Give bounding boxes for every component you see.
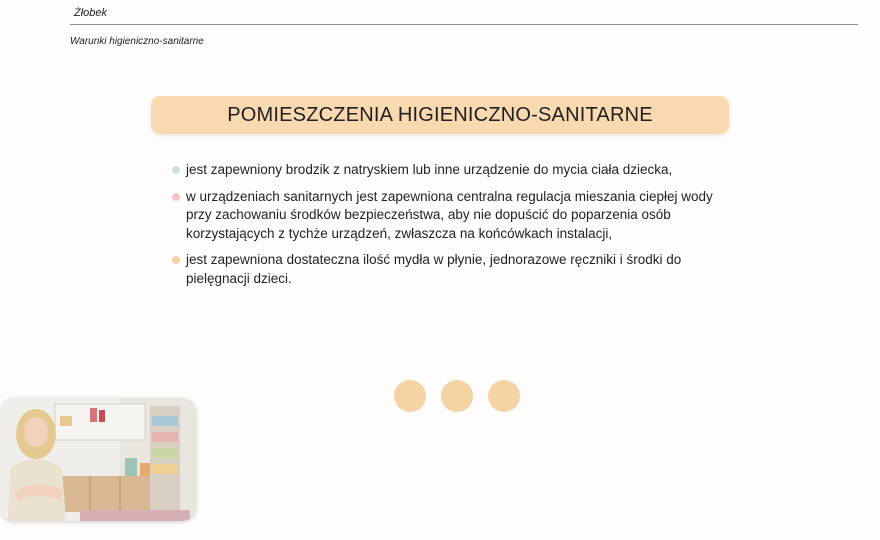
bullet-item [172, 251, 732, 288]
bullet-item [172, 161, 732, 180]
presenter-video[interactable] [0, 398, 196, 521]
bullet-item [172, 188, 732, 244]
bullet-text: w urządzeniach sanitarnych jest zapewniona centralna regulacja mieszania ciepłej wody przy zachowaniu środków bezpieczeństwa, aby nie dopuścić do poparzenia osób korzystających z tychże urządzeń, zwłaszcza na końcówkach instalacji, [186, 188, 713, 241]
presenter-video-thumbnail-icon [0, 398, 196, 521]
decorative-dot [394, 380, 426, 412]
section-heading: POMIESZCZENIA HIGIENICZNO-SANITARNE [227, 103, 653, 126]
bullet-text: jest zapewniona dostateczna ilość mydła w płynie, jednorazowe ręczniki i środki do pielęgnacji dzieci. [186, 252, 682, 286]
bullet-dot-icon [172, 166, 180, 174]
header-divider [70, 24, 858, 25]
bullet-list [172, 161, 732, 296]
decorative-dots [394, 380, 520, 412]
decorative-dot [488, 380, 520, 412]
bullet-text: jest zapewniony brodzik z natryskiem lub inne urządzenie do mycia ciała dziecka, [186, 162, 673, 177]
slide-subtitle: Warunki higieniczno-sanitarne [70, 36, 204, 47]
decorative-dot [441, 380, 473, 412]
bullet-dot-icon [172, 256, 180, 264]
section-heading-banner [151, 96, 729, 134]
header-title: Żłobek [74, 7, 108, 19]
bullet-dot-icon [172, 193, 180, 201]
